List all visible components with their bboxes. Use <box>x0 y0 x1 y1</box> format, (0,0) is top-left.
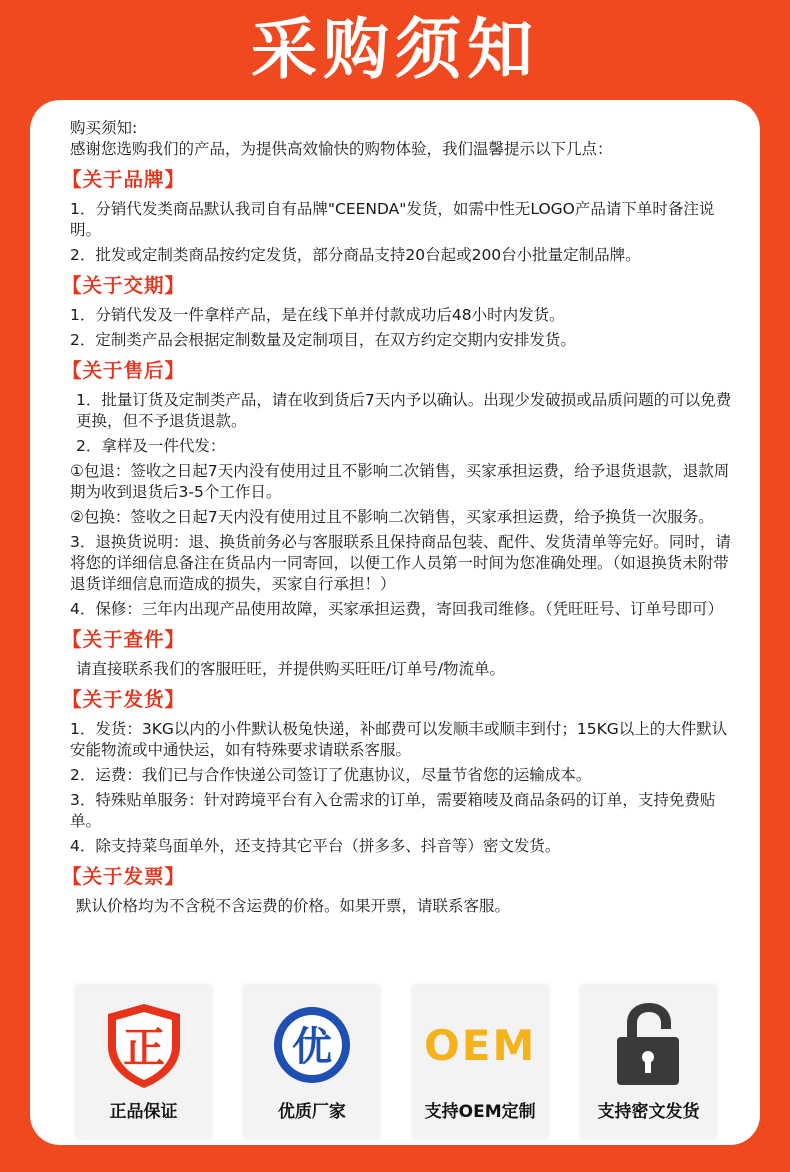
badge-secure-shipping <box>581 985 716 1138</box>
genuine-icon <box>76 995 211 1095</box>
header <box>0 0 790 100</box>
section-shipping <box>62 687 742 857</box>
list-item: ①包退：签收之日起7天内没有使用过且不影响二次销售，买家承担运费，给予退货退款，退款周期为收到退货后3-5个工作日。 <box>70 462 730 501</box>
badge-row <box>76 985 716 1140</box>
badge-label: 正品保证 <box>109 1102 178 1122</box>
notice-content <box>62 118 742 921</box>
svg-text:优: 优 <box>291 1024 332 1070</box>
list-item: 1．分销代发类商品默认我司自有品牌"CEENDA"发货，如需中性无LOGO产品请下单时备注说明。 <box>70 200 715 239</box>
badge-oem <box>413 985 548 1138</box>
list-item: 4．保修：三年内出现产品使用故障，买家承担运费，寄回我司维修。（凭旺旺号、订单号即可） <box>70 600 724 618</box>
list-item: 请直接联系我们的客服旺旺，并提供购买旺旺/订单号/物流单。 <box>76 660 505 678</box>
section-brand <box>62 167 742 266</box>
section-delivery-time <box>62 273 742 351</box>
list-item: 4．除支持菜鸟面单外，还支持其它平台（拼多多、抖音等）密文发货。 <box>70 837 561 855</box>
oem-icon <box>413 995 548 1095</box>
notice-card <box>30 100 760 1145</box>
section-title: 【关于交期】 <box>62 274 186 297</box>
section-after-sales <box>62 358 742 620</box>
list-item: 1．发货：3KG以内的小件默认极兔快递，补邮费可以发顺丰或顺丰到付；15KG以上的大件默认安能物流或中通快运，如有特殊要求请联系客服。 <box>70 720 728 759</box>
badge-genuine <box>76 985 211 1138</box>
page-title: 采购须知 <box>251 11 539 88</box>
section-invoice <box>62 864 742 917</box>
badge-label: 优质厂家 <box>277 1102 346 1122</box>
section-tracking <box>62 627 742 680</box>
intro-text: 感谢您选购我们的产品，为提供高效愉快的购物体验，我们温馨提示以下几点： <box>70 140 613 158</box>
list-item: 1．批量订货及定制类产品，请在收到货后7天内予以确认。出现少发破损或品质问题的可以免费更换，但不予退货退款。 <box>76 391 732 430</box>
list-item: 3．退换货说明：退、换货前务必与客服联系且保持商品包装、配件、发货清单等完好。同时，请将您的详细信息备注在货品内一同寄回，以便工作人员第一时间为您准确处理。（如退换货未附带退货详细信息而造成的损失，买家自行承担！） <box>70 533 731 593</box>
section-title: 【关于品牌】 <box>62 168 186 191</box>
oem-text: OEM <box>424 1020 537 1070</box>
section-title: 【关于售后】 <box>62 359 186 382</box>
badge-quality <box>244 985 379 1138</box>
quality-icon <box>244 995 379 1095</box>
list-item: 默认价格均为不含税不含运费的价格。如果开票，请联系客服。 <box>76 897 511 915</box>
section-title: 【关于发货】 <box>62 688 186 711</box>
list-item: 3．特殊贴单服务：针对跨境平台有入仓需求的订单，需要箱唛及商品条码的订单，支持免费贴单。 <box>70 791 716 830</box>
lock-icon <box>581 995 716 1095</box>
svg-text:正: 正 <box>122 1023 165 1072</box>
list-item: ②包换：签收之日起7天内没有使用过且不影响二次销售，买家承担运费，给予换货一次服务。 <box>70 508 714 526</box>
list-item: 2．拿样及一件代发： <box>76 437 226 455</box>
section-title: 【关于发票】 <box>62 865 186 888</box>
list-item: 1．分销代发及一件拿样产品，是在线下单并付款成功后48小时内发货。 <box>70 306 565 324</box>
badge-label: 支持OEM定制 <box>424 1102 536 1122</box>
list-item: 2．定制类产品会根据定制数量及定制项目，在双方约定交期内安排发货。 <box>70 331 576 349</box>
badge-label: 支持密文发货 <box>597 1102 700 1122</box>
list-item: 2．运费：我们已与合作快递公司签订了优惠协议，尽量节省您的运输成本。 <box>70 766 592 784</box>
section-title: 【关于查件】 <box>62 628 186 651</box>
list-item: 2．批发或定制类商品按约定发货，部分商品支持20台起或200台小批量定制品牌。 <box>70 246 641 264</box>
intro <box>70 118 742 160</box>
intro-heading: 购买须知: <box>70 119 138 137</box>
